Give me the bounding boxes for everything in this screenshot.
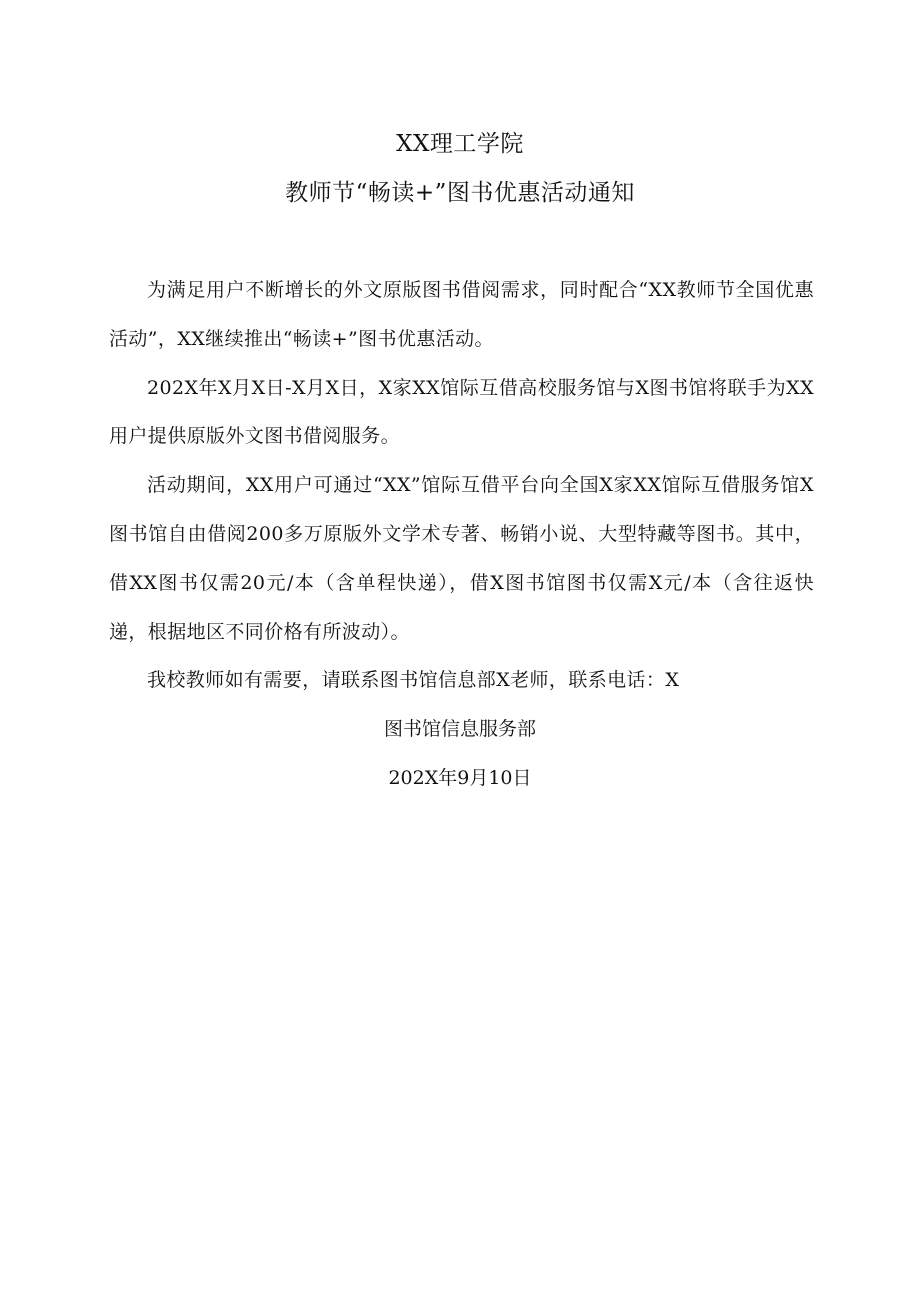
paragraph-dates: 202X年X月X日-X月X日，X家XX馆际互借高校服务馆与X图书馆将联手为XX用户提供原版外文图书借阅服务。 — [109, 376, 814, 448]
institution-title: XX理工学院 — [396, 131, 524, 157]
paragraph-intro: 为满足用户不断增长的外文原版图书借阅需求，同时配合“XX教师节全国优惠活动”，XX继续推出“畅读+”图书优惠活动。 — [109, 279, 814, 350]
signature-department: 图书馆信息服务部 — [383, 718, 536, 740]
signature-date: 202X年9月10日 — [388, 767, 532, 789]
paragraph-contact: 我校教师如有需要，请联系图书馆信息部X老师，联系电话：X — [147, 669, 680, 692]
notice-body — [109, 266, 814, 705]
paragraph-details: 活动期间，XX用户可通过“XX”馆际互借平台向全国X家XX馆际互借服务馆X图书馆自由借阅200多万原版外文学术专著、畅销小说、大型特藏等图书。其中，借XX图书仅需20元/本（含单程快递），借X图书馆图书仅需X元/本（含往返快递，根据地区不同价格有所波动）。 — [109, 474, 814, 643]
notice-title: 教师节“畅读+”图书优惠活动通知 — [285, 180, 635, 206]
